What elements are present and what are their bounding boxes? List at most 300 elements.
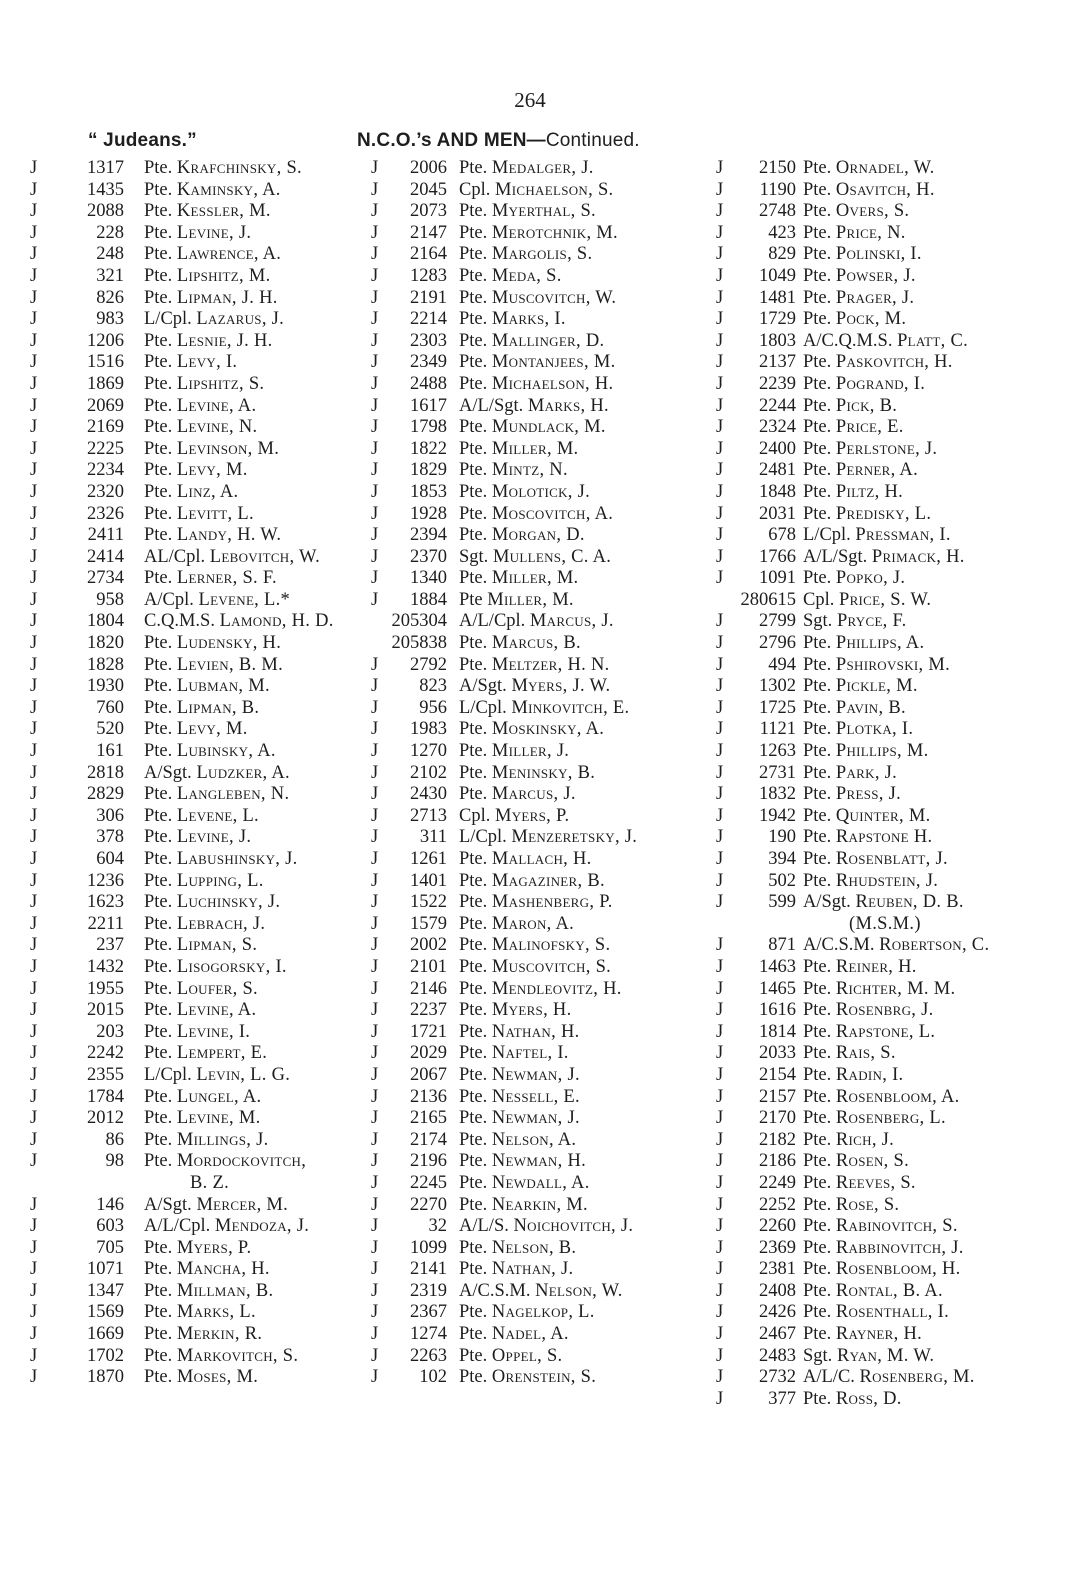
rank: L/Cpl. [459,697,507,718]
soldier-name: Powser, J. [835,265,916,286]
soldier-name: Mancha, H. [176,1259,270,1280]
soldier-name: B. Z. [190,1172,230,1193]
rank: Pte. [803,870,832,891]
soldier-name: Pogrand, I. [835,373,926,394]
entry-prefix: J [716,849,724,869]
service-number: 956 [419,697,447,718]
rank-and-name [144,460,248,482]
soldier-name: Lazarus, J. [196,309,285,330]
rank-and-name [459,741,569,763]
rank-and-name [144,1151,306,1173]
soldier-name: Levin, L. G. [196,1064,291,1085]
rank: Pte. [459,568,488,589]
service-number: 1347 [87,1280,124,1301]
rank-and-name [459,1087,580,1109]
soldier-name: Mendoza, J. [214,1216,310,1237]
entry-prefix: J [371,892,379,913]
service-number: 1463 [759,956,796,977]
rank: Pte. [459,913,488,934]
rank: Pte. [803,849,832,869]
entry-prefix: J [30,1000,38,1021]
soldier-name: Marks, I. [491,309,566,330]
entry-prefix: J [371,805,379,826]
entry-prefix: J [716,1151,724,1172]
rank: Pte. [144,1108,173,1129]
rank-and-name [459,849,592,871]
rank-and-name [459,1216,633,1238]
entry-prefix: J [30,1043,38,1064]
rank: Pte. [803,265,832,286]
service-number: 2164 [410,244,447,265]
entry-prefix: J [716,1324,724,1345]
entry-prefix: J [371,1043,379,1064]
rank: Pte. [803,201,832,222]
entry-prefix: J [716,287,724,308]
rank: Pte. [803,1021,832,1042]
entry-prefix: J [371,265,379,286]
rank-and-name [803,1065,903,1087]
soldier-name: Mintz, N. [491,460,568,481]
service-number: 829 [768,244,796,265]
rank-and-name [803,417,904,439]
service-number: 2154 [759,1064,796,1085]
rank: Pte. [144,805,173,826]
service-number: 2488 [410,373,447,394]
entry-prefix: J [371,1259,379,1280]
rank: Pte. [803,1280,832,1301]
rank-and-name [803,871,938,893]
soldier-name: Rapstone H. [835,827,933,848]
rank: A/L/Sgt. [803,546,868,567]
soldier-name: Levine, J. [176,222,252,243]
entry-prefix: J [371,244,379,265]
entry-prefix: J [716,805,724,826]
service-number: 1725 [759,697,796,718]
rank: Pte. [803,1108,832,1129]
rank-and-name [459,914,574,936]
rank: Pte. [459,309,488,330]
soldier-name: Levene, L.* [198,589,291,610]
rank-and-name [459,223,618,245]
rank-and-name [459,396,609,418]
entry-prefix: J [716,1216,724,1237]
entry-prefix: J [30,1194,38,1215]
rank: Pte. [459,265,488,286]
soldier-name: Moscovitch, A. [491,503,614,524]
entry-prefix: J [371,1194,379,1215]
soldier-name: Ryan, M. W. [836,1345,935,1366]
rank: Pte. [144,935,173,956]
rank-and-name [803,352,953,374]
soldier-name: Meninsky, B. [491,762,596,783]
rank: Pte. [459,503,488,524]
soldier-name: Nearkin, M. [491,1194,588,1215]
rank-and-name [144,1130,269,1152]
soldier-name: Montanjees, M. [491,352,616,373]
service-number: 2170 [759,1108,796,1129]
rank-and-name [459,158,594,180]
soldier-name: Nathan, J. [491,1259,574,1280]
rank: Pte. [803,1043,832,1064]
service-number: 2260 [759,1216,796,1237]
soldier-name: Noichovitch, J. [513,1216,634,1237]
soldier-name: Rosenberg, L. [835,1108,946,1129]
rank: Pte. [803,805,832,826]
rank: Pte. [144,525,173,546]
entry-prefix: J [30,568,38,589]
rank: Pte. [144,1000,173,1021]
entry-prefix: J [716,1000,724,1021]
entry-prefix: J [371,870,379,891]
rank: Cpl. [803,589,835,610]
rank-and-name [459,763,595,785]
service-number: 2792 [410,654,447,675]
entry-prefix: J [716,611,724,632]
rank: Pte. [459,1237,488,1258]
service-number: 1803 [759,330,796,351]
service-number: 2829 [87,784,124,805]
entry-prefix: J [371,827,379,848]
service-number: 1884 [410,589,447,610]
entry-prefix: J [30,870,38,891]
entry-prefix: J [30,287,38,308]
rank: Pte. [803,568,832,589]
rank: Pte. [459,1043,488,1064]
entry-prefix: J [371,352,379,373]
rank: Sgt. [803,1345,833,1366]
service-number: 1206 [87,330,124,351]
service-number: 2244 [759,395,796,416]
soldier-name: Richter, M. M. [835,978,956,999]
entry-prefix: J [30,244,38,265]
service-number: 1579 [410,913,447,934]
rank: Pte. [459,1151,488,1172]
entry-prefix: J [716,892,724,913]
entry-prefix: J [716,633,724,654]
rank-and-name [459,244,592,266]
soldier-name: Lungel, A. [176,1086,262,1107]
rank: Pte. [144,1302,173,1323]
rank-and-name [803,763,897,785]
rank: Pte. [803,417,832,438]
rank: Pte. [144,892,173,913]
rank: Pte. [144,978,173,999]
rank: Pte. [803,676,832,697]
rank: L/Cpl. [144,309,192,330]
service-number: 2713 [410,805,447,826]
rank-and-name [803,1151,909,1173]
rank: Pte. [144,1324,173,1345]
rank: Pte. [144,179,173,200]
service-number: 1481 [759,287,796,308]
soldier-name: Reeves, S. [835,1172,916,1193]
soldier-name: Myers, H. [491,1000,572,1021]
soldier-name: Pryce, F. [836,611,907,632]
entry-prefix: J [371,762,379,783]
rank-and-name [803,525,951,547]
entry-prefix: J [371,222,379,243]
service-number: 1516 [87,352,124,373]
service-number: 1784 [87,1086,124,1107]
rank: Pte. [459,373,488,394]
rank-and-name [803,1238,964,1260]
entry-prefix: J [716,158,724,178]
service-number: 2818 [87,762,124,783]
soldier-name: Mendleovitz, H. [491,978,622,999]
rank: Pte. [803,1216,832,1237]
entry-prefix: J [30,481,38,502]
soldier-name: Ludensky, H. [176,633,282,654]
rank-and-name [144,957,287,979]
rank: Pte. [459,1172,488,1193]
entry-prefix: J [716,525,724,546]
soldier-name: Overs, S. [835,201,910,222]
service-number: 2191 [410,287,447,308]
service-number: 2137 [759,352,796,373]
rank-and-name [459,180,613,202]
rank-and-name [144,1367,258,1389]
rank-and-name [459,935,610,957]
service-number: 1049 [759,265,796,286]
soldier-name: Newman, J. [491,1064,580,1085]
soldier-name: Merkin, R. [176,1324,263,1345]
soldier-name: Meltzer, H. N. [491,654,610,675]
entry-prefix: J [371,1237,379,1258]
rank: Pte. [459,1086,488,1107]
rank: Pte. [803,481,832,502]
service-number: 2141 [410,1259,447,1280]
entry-prefix: J [371,460,379,481]
service-number: 2165 [410,1108,447,1129]
rank: Pte. [144,849,173,869]
entry-prefix: J [30,395,38,416]
rank-and-name [803,1173,916,1195]
soldier-name: Meda, S. [491,265,562,286]
soldier-name: Rose, S. [835,1194,900,1215]
soldier-name: Kaminsky, A. [176,179,281,200]
soldier-name: Levine, J. [176,827,252,848]
rank-and-name [803,698,906,720]
soldier-name: Lipman, J. H. [176,287,278,308]
rank-and-name [144,1302,256,1324]
soldier-name: Mercer, M. [196,1194,289,1215]
rank-and-name [803,1367,975,1389]
service-number: 2430 [410,784,447,805]
rank: Pte. [803,158,832,178]
rank: Cpl. [459,805,491,826]
service-number: 1828 [87,654,124,675]
service-number: 2799 [759,611,796,632]
rank-and-name [459,1346,562,1368]
entry-prefix: J [371,1151,379,1172]
rank-and-name [144,1259,270,1281]
rank: Pte. [803,1129,832,1150]
soldier-name: Pshirovski, M. [835,654,951,675]
entry-prefix: J [30,935,38,956]
rank: Pte. [144,956,173,977]
service-number: 161 [96,741,124,762]
rank-and-name [144,979,258,1001]
rank-and-name [459,655,610,677]
rank-and-name [144,1065,290,1087]
soldier-name: Lipshitz, M. [176,265,271,286]
service-number: 520 [96,719,124,740]
soldier-name: Krafchinsky, S. [176,158,302,178]
rank-and-name [459,547,611,569]
rank-and-name [459,1043,569,1065]
entry-prefix: J [30,525,38,546]
service-number: 2411 [87,525,124,546]
entry-prefix: J [716,676,724,697]
service-number: 603 [96,1216,124,1237]
entry-prefix: J [30,1108,38,1129]
rank-and-name [803,935,989,957]
service-number: 2355 [87,1064,124,1085]
rank-and-name [144,1195,288,1217]
soldier-name: Price, S. W. [838,589,932,610]
rank: Pte. [144,1259,173,1280]
soldier-name: Moskinsky, A. [491,719,605,740]
rank: Pte. [803,654,832,675]
rank-and-name [459,352,616,374]
entry-prefix: J [371,1129,379,1150]
soldier-name: Nelson, B. [491,1237,577,1258]
entry-prefix: J [716,309,724,330]
soldier-name: Menzeretsky, J. [511,827,638,848]
entry-prefix: J [716,1302,724,1323]
soldier-name: Lamond, H. D. [219,611,334,632]
rank-and-name [803,719,913,741]
rank-and-name [459,1000,572,1022]
service-number: 2102 [410,762,447,783]
rank: A/Sgt. [803,892,851,913]
soldier-name: Lempert, E. [176,1043,268,1064]
rank-and-name [144,1281,273,1303]
service-number: 306 [96,805,124,826]
soldier-name: Plotka, I. [835,719,914,740]
rank: L/Cpl. [459,827,507,848]
rank: Pte. [803,373,832,394]
rank-and-name [144,158,302,180]
rank-and-name [803,547,965,569]
rank-and-name [803,1108,946,1130]
rank-and-name [459,719,604,741]
rank-and-name [144,374,264,396]
soldier-name: Polinski, I. [835,244,922,265]
soldier-name: Ross, D. [835,1388,902,1409]
soldier-name: Myers, P. [176,1237,252,1258]
service-number: 1702 [87,1345,124,1366]
soldier-name: Orenstein, S. [491,1367,597,1388]
rank-and-name [144,244,281,266]
entry-prefix: J [30,1086,38,1107]
rank: Pte. [459,633,488,654]
entry-prefix: J [716,1129,724,1150]
soldier-name: Pock, M. [835,309,907,330]
soldier-name: Rich, J. [835,1129,895,1150]
soldier-name: Michaelson, H. [491,373,614,394]
rank-and-name [144,914,265,936]
service-number: 1928 [410,503,447,524]
service-number: 1465 [759,978,796,999]
soldier-name: Kessler, M. [176,201,271,222]
rank-and-name [803,633,924,655]
rank: Pte. [144,1043,173,1064]
entry-prefix: J [30,913,38,934]
soldier-name: Robertson, C. [879,935,990,956]
service-number: 1832 [759,784,796,805]
entry-prefix: J [30,201,38,222]
soldier-name: Mallinger, D. [491,330,605,351]
service-number: 1814 [759,1021,796,1042]
service-number: 1729 [759,309,796,330]
service-number: 2426 [759,1302,796,1323]
soldier-name: Levine, M. [176,1108,261,1129]
rank: A/C.S.M. [803,935,875,956]
service-number: 2263 [410,1345,447,1366]
rank-and-name [144,1087,261,1109]
rank-and-name [803,892,964,914]
rank: Pte. [459,741,488,762]
soldier-name: Lesnie, J. H. [176,330,273,351]
entry-prefix: J [371,503,379,524]
service-number: 2326 [87,503,124,524]
service-number: 377 [768,1388,796,1409]
entry-prefix: J [716,827,724,848]
entry-prefix: J [716,201,724,222]
entry-prefix: J [371,1021,379,1042]
entry-prefix: J [30,352,38,373]
soldier-name: Levy, M. [176,719,248,740]
rank-and-name [144,1043,267,1065]
rank: Pte. [459,654,488,675]
service-number: 1853 [410,481,447,502]
service-number: 1569 [87,1302,124,1323]
entry-prefix: J [30,222,38,243]
rank: Pte. [803,827,832,848]
soldier-name: Lawrence, A. [176,244,282,265]
rank: A/Sgt. [144,1194,192,1215]
entry-prefix: J [30,1280,38,1301]
soldier-name: Myers, P. [494,805,570,826]
entry-prefix: J [716,1367,724,1388]
rank: Cpl. [459,179,491,200]
rank-and-name [803,849,948,871]
entry-prefix: J [716,719,724,740]
service-number: 203 [96,1021,124,1042]
soldier-name: Price, E. [835,417,904,438]
soldier-name: Nadel, A. [491,1324,569,1345]
rank: A/L/C. [803,1367,855,1388]
service-number: 2320 [87,481,124,502]
service-number: 1263 [759,741,796,762]
soldier-name: Rayner, H. [835,1324,923,1345]
rank: A/L/S. [459,1216,509,1237]
soldier-name: Reiner, H. [835,956,917,977]
soldier-name: Prager, J. [835,287,915,308]
service-number: 2029 [410,1043,447,1064]
rank: Pte. [144,503,173,524]
entry-prefix: J [30,978,38,999]
service-number: 1270 [410,741,447,762]
soldier-name: Levine, I. [176,1021,251,1042]
rank: Pte. [803,1064,832,1085]
service-number: 1617 [410,395,447,416]
soldier-name: (M.S.M.) [849,913,921,934]
rank-and-name [459,309,566,331]
rank-and-name [459,611,614,633]
rank-and-name [144,892,280,914]
